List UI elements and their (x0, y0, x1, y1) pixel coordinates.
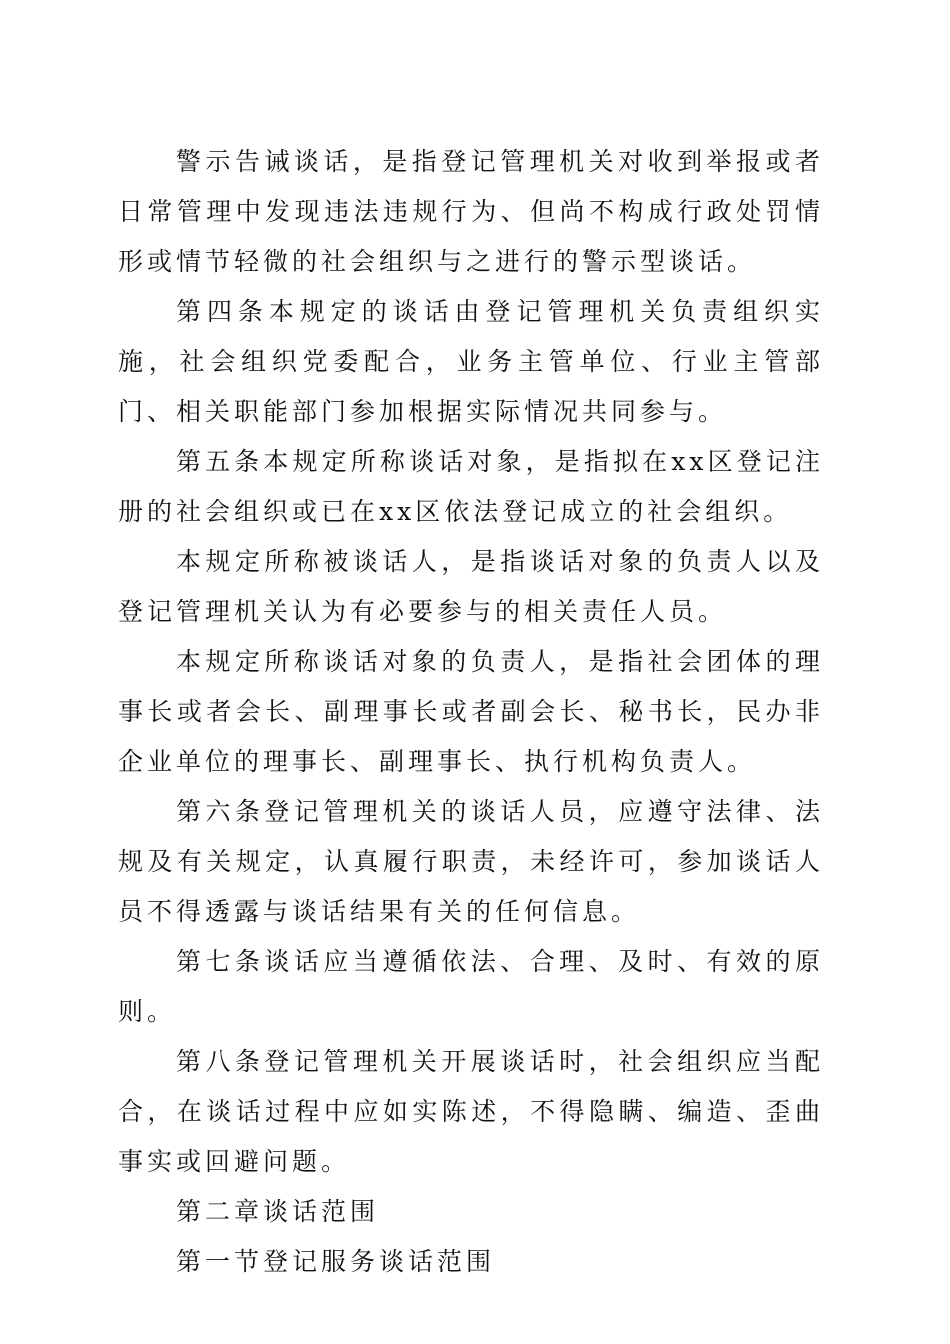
paragraph-warning-talk: 警示告诫谈话，是指登记管理机关对收到举报或者日常管理中发现违法违规行为、但尚不构成行政处罚情形或情节轻微的社会组织与之进行的警示型谈话。 (118, 147, 824, 276)
paragraph-responsible-person-definition: 本规定所称谈话对象的负责人，是指社会团体的理事长或者会长、副理事长或者副会长、秘书长，民办非企业单位的理事长、副理事长、执行机构负责人。 (118, 647, 824, 776)
paragraph-article-5: 第五条本规定所称谈话对象，是指拟在xx区登记注册的社会组织或已在xx区依法登记成立的社会组织。 (118, 447, 824, 526)
document-body (118, 137, 824, 1287)
paragraph-interviewee-definition: 本规定所称被谈话人，是指谈话对象的负责人以及登记管理机关认为有必要参与的相关责任人员。 (118, 547, 824, 626)
paragraph-article-4: 第四条本规定的谈话由登记管理机关负责组织实施，社会组织党委配合，业务主管单位、行业主管部门、相关职能部门参加根据实际情况共同参与。 (118, 297, 824, 426)
paragraph-article-8: 第八条登记管理机关开展谈话时，社会组织应当配合，在谈话过程中应如实陈述，不得隐瞒、编造、歪曲事实或回避问题。 (118, 1047, 824, 1176)
section-heading: 第一节登记服务谈话范围 (176, 1247, 496, 1276)
chapter-heading: 第二章谈话范围 (176, 1197, 380, 1226)
paragraph-article-6: 第六条登记管理机关的谈话人员，应遵守法律、法规及有关规定，认真履行职责，未经许可，参加谈话人员不得透露与谈话结果有关的任何信息。 (118, 797, 824, 926)
paragraph-article-7: 第七条谈话应当遵循依法、合理、及时、有效的原则。 (118, 947, 824, 1026)
